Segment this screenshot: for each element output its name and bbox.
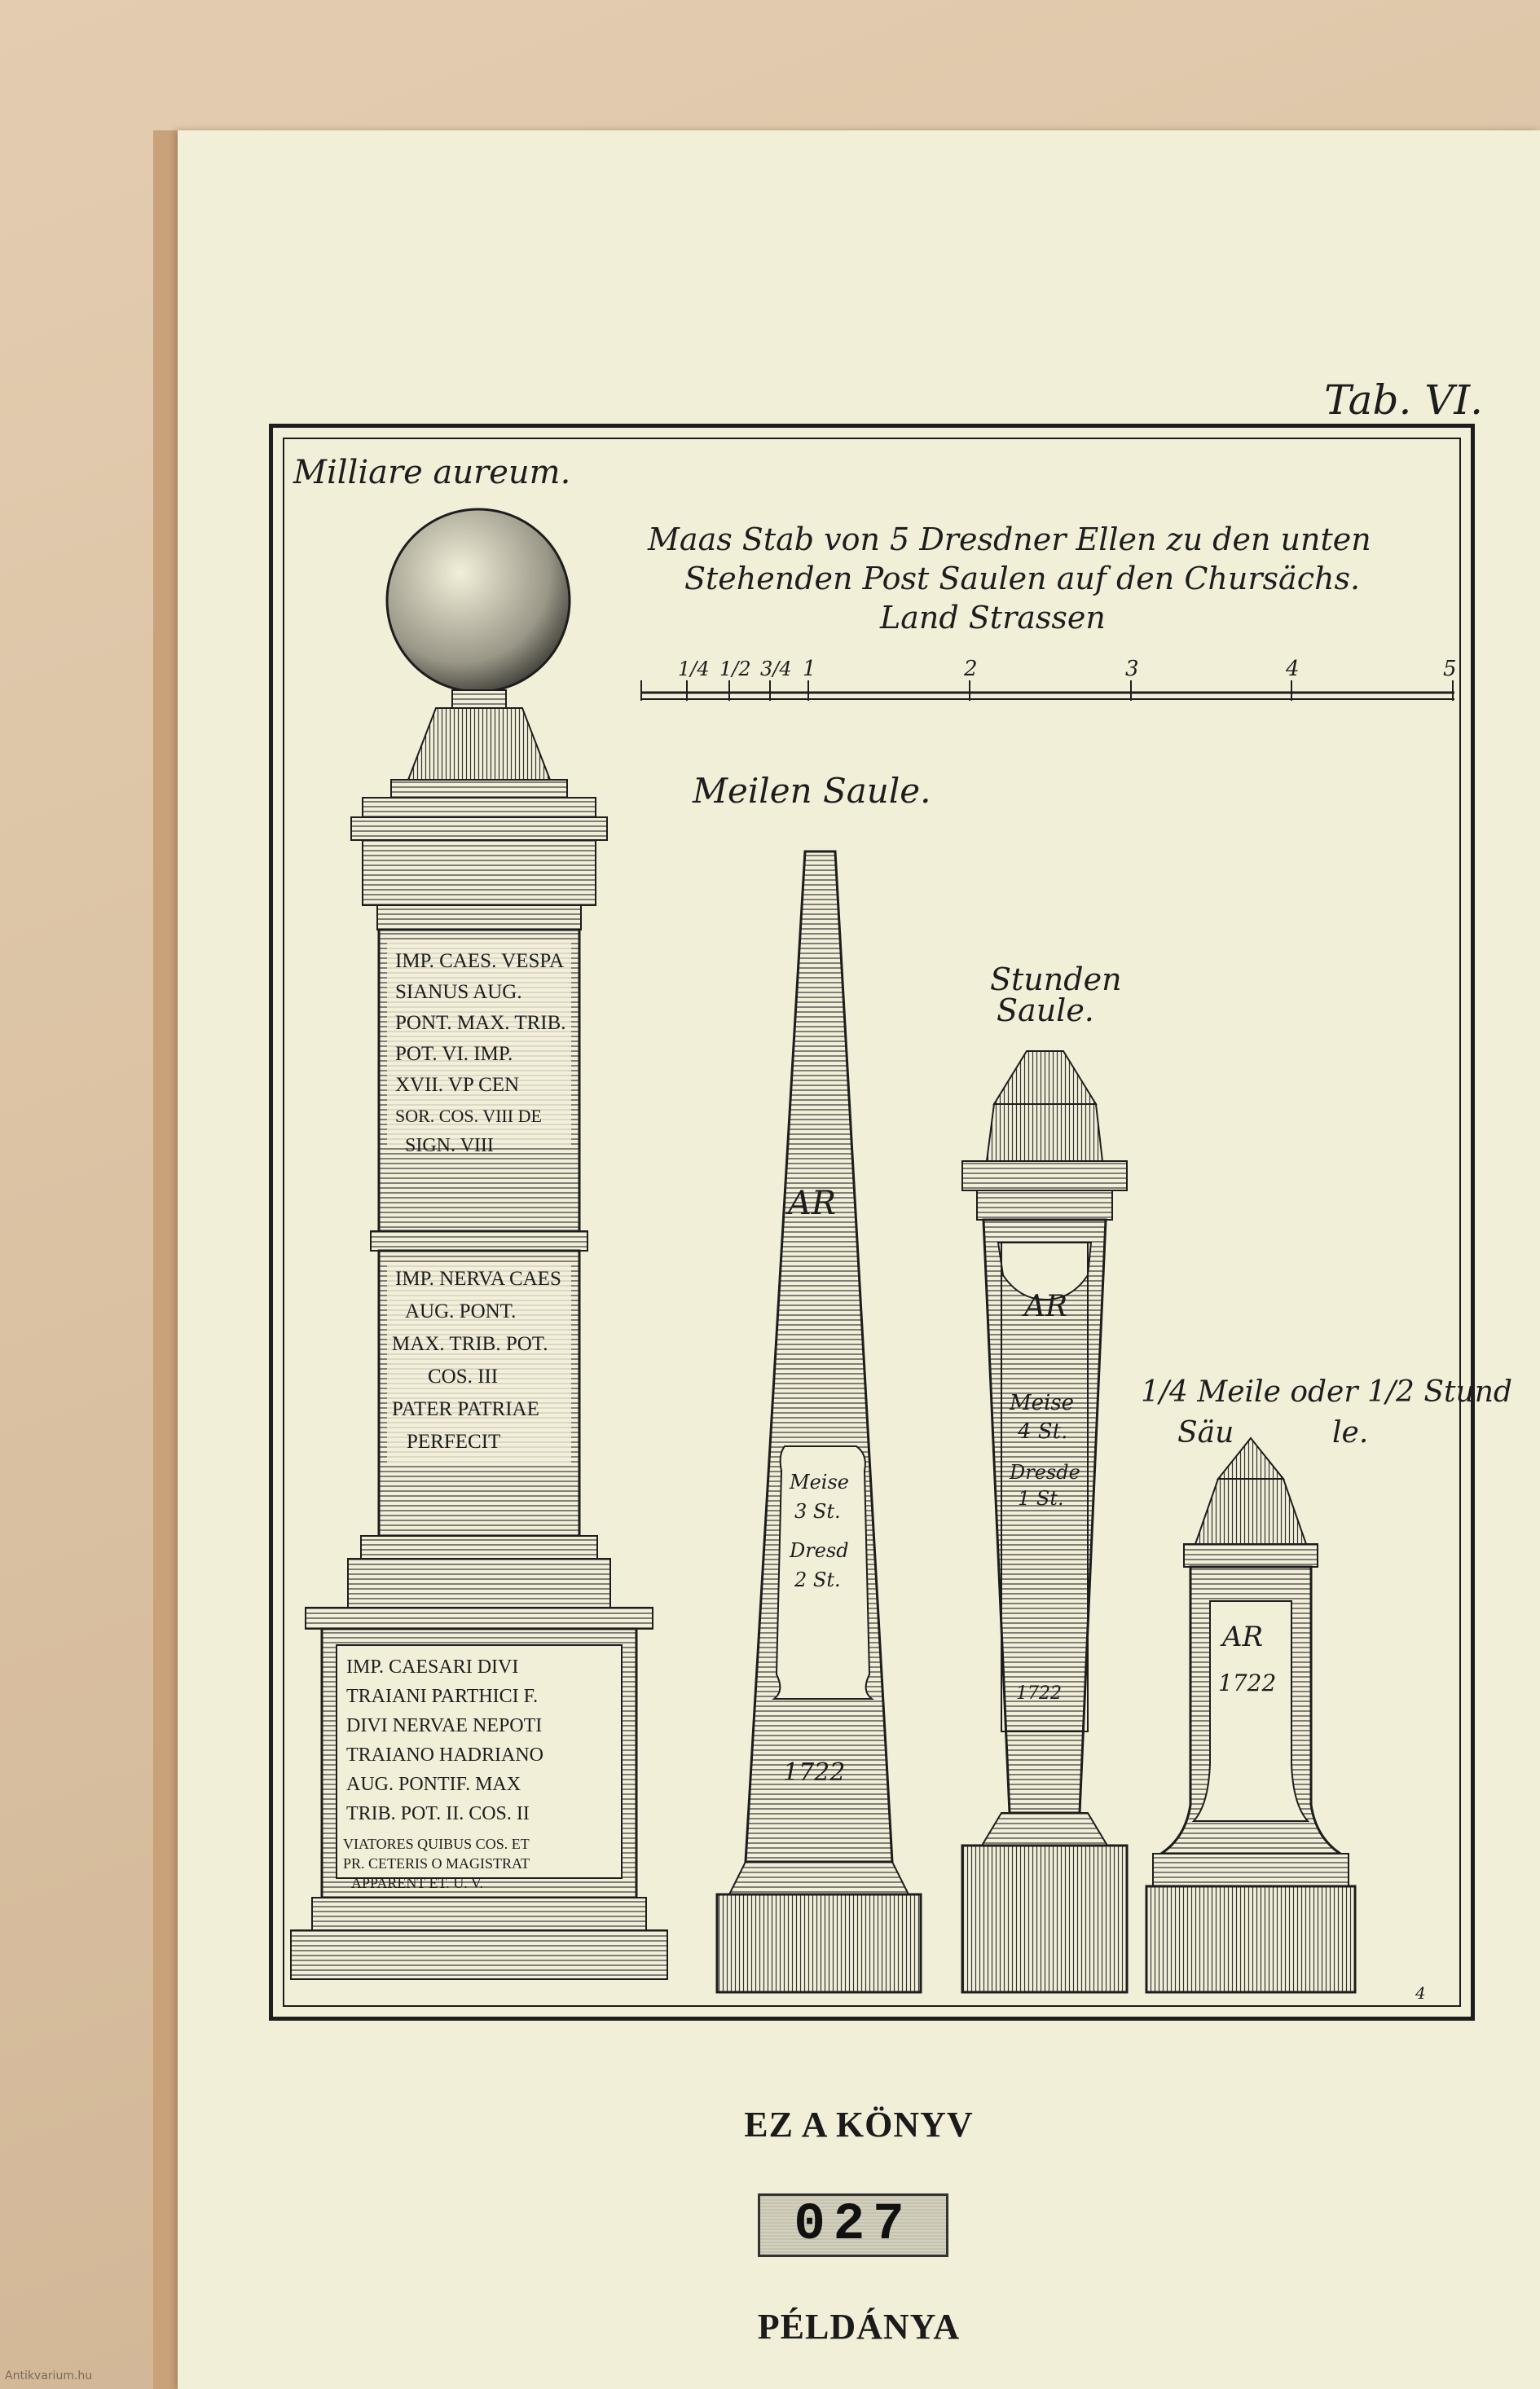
pedestal-inscription-line-1: IMP. CAESARI DIVI bbox=[346, 1656, 519, 1678]
stunden-year: 1722 bbox=[1016, 1683, 1062, 1704]
pedestal-inscription-line-2: TRAIANI PARTHICI F. bbox=[346, 1686, 539, 1707]
upper-inscription-line-7: SIGN. VIII bbox=[405, 1135, 494, 1156]
stunden-inscription-line-4: 1 St. bbox=[1018, 1487, 1064, 1510]
site-watermark: Antikvarium.hu bbox=[5, 2369, 93, 2382]
middle-inscription-line-2: AUG. PONT. bbox=[405, 1300, 517, 1322]
meilen-inscription-line-2: 3 St. bbox=[794, 1500, 841, 1523]
upper-inscription-line-6: SOR. COS. VIII DE bbox=[395, 1106, 542, 1126]
stunden-label-line-1: Stunden bbox=[990, 961, 1122, 997]
upper-inscription-line-5: XVII. VP CEN bbox=[395, 1074, 520, 1096]
meilen-inscription-line-4: 2 St. bbox=[794, 1568, 841, 1591]
copy-serial-number: 027 bbox=[758, 2193, 948, 2257]
viertel-label-line-1: 1/4 Meile oder 1/2 Stund bbox=[1141, 1375, 1512, 1409]
scale-tick-2: 2 bbox=[964, 657, 978, 681]
pedestal-inscription-line-4: TRAIANO HADRIANO bbox=[346, 1744, 543, 1766]
engraved-plate bbox=[269, 424, 1512, 2021]
plate-number: Tab. VI. bbox=[1324, 376, 1483, 424]
stunden-inscription-line-1: Meise bbox=[1010, 1391, 1075, 1415]
pedestal-inscription-line-7: VIATORES QUIBUS COS. ET bbox=[343, 1836, 530, 1852]
middle-inscription-line-6: PERFECIT bbox=[407, 1431, 501, 1453]
scale-tick-quarter: 1/4 bbox=[678, 658, 710, 680]
viertel-label-line-2: Säu bbox=[1177, 1416, 1234, 1450]
stunden-inscription-line-2: 4 St. bbox=[1018, 1419, 1068, 1444]
upper-inscription-line-3: PONT. MAX. TRIB. bbox=[395, 1012, 566, 1034]
scale-caption-line-1: Maas Stab von 5 Dresdner Ellen zu den unten bbox=[648, 521, 1371, 557]
middle-inscription-line-1: IMP. NERVA CAES bbox=[395, 1268, 561, 1290]
pedestal-inscription-line-8: PR. CETERIS O MAGISTRAT bbox=[343, 1855, 530, 1872]
viertel-year: 1722 bbox=[1218, 1670, 1277, 1696]
stunden-label-line-2: Saule. bbox=[997, 992, 1094, 1028]
middle-inscription-line-3: MAX. TRIB. POT. bbox=[392, 1333, 548, 1355]
scale-tick-half: 1/2 bbox=[719, 658, 751, 680]
scale-caption-line-3: Land Strassen bbox=[880, 600, 1106, 636]
meilen-saule-label: Meilen Saule. bbox=[693, 771, 931, 811]
plate-corner-mark: 4 bbox=[1415, 1983, 1426, 2003]
engraving-illustration bbox=[273, 428, 1512, 2017]
meilen-saule-obelisk bbox=[717, 851, 921, 1992]
upper-inscription-line-4: POT. VI. IMP. bbox=[395, 1043, 513, 1065]
pedestal-inscription-line-9: APPARENT ET. U. V. bbox=[351, 1875, 484, 1891]
scale-tick-1: 1 bbox=[803, 657, 816, 681]
scale-bar bbox=[641, 680, 1454, 701]
viertel-label-line-3: le. bbox=[1332, 1416, 1369, 1450]
pedestal-inscription-line-6: TRIB. POT. II. COS. II bbox=[346, 1803, 530, 1824]
upper-inscription-line-1: IMP. CAES. VESPA bbox=[395, 950, 565, 972]
scale-caption-line-2: Stehenden Post Saulen auf den Chursächs. bbox=[684, 561, 1361, 596]
meilen-inscription-line-3: Dresd bbox=[790, 1539, 849, 1562]
meilen-monogram: AR bbox=[788, 1185, 837, 1222]
meilen-inscription-line-1: Meise bbox=[790, 1471, 849, 1494]
pedestal-inscription-line-5: AUG. PONTIF. MAX bbox=[346, 1774, 521, 1795]
stunden-saule-column bbox=[962, 1051, 1127, 1992]
upper-inscription-line-2: SIANUS AUG. bbox=[395, 981, 522, 1003]
middle-inscription-line-4: COS. III bbox=[428, 1366, 499, 1388]
milliare-title: Milliare aureum. bbox=[293, 454, 571, 491]
pedestal-inscription-line-3: DIVI NERVAE NEPOTI bbox=[346, 1715, 543, 1736]
middle-inscription-line-5: PATER PATRIAE bbox=[392, 1398, 539, 1420]
footer-heading: EZ A KÖNYV bbox=[744, 2105, 974, 2145]
viertel-meile-saule bbox=[1146, 1438, 1355, 1992]
footer-label: PÉLDÁNYA bbox=[757, 2307, 961, 2347]
meilen-year: 1722 bbox=[783, 1758, 846, 1787]
scale-tick-3: 3 bbox=[1125, 657, 1139, 681]
scale-tick-three-quarter: 3/4 bbox=[760, 658, 792, 680]
scale-tick-5: 5 bbox=[1443, 657, 1457, 681]
stunden-monogram: AR bbox=[1024, 1290, 1068, 1323]
viertel-monogram: AR bbox=[1222, 1621, 1264, 1653]
stunden-inscription-line-3: Dresde bbox=[1010, 1461, 1080, 1484]
scale-tick-4: 4 bbox=[1286, 657, 1300, 681]
